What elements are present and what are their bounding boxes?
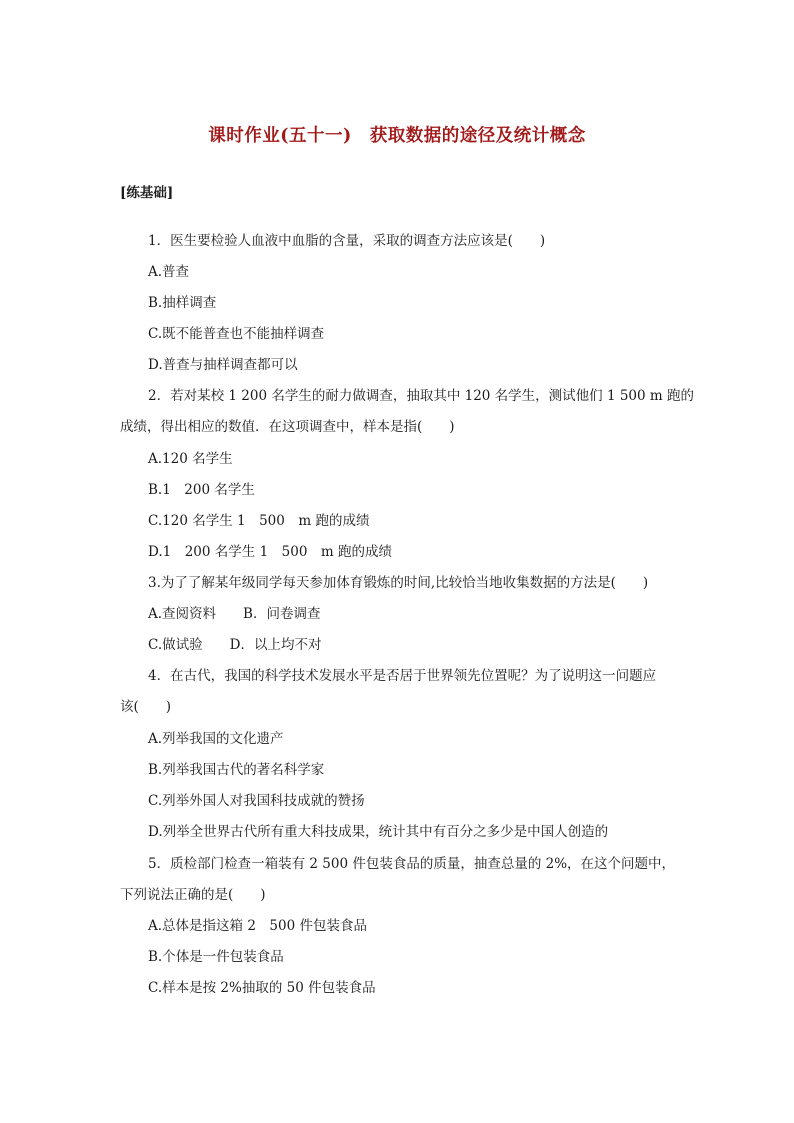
section-heading: [练基础]	[120, 185, 174, 201]
question-3-options-ab: A.查阅资料 B．问卷调查	[148, 606, 321, 622]
question-3-options-cd: C.做试验 D．以上均不对	[148, 637, 322, 653]
question-1-option-b: B.抽样调查	[148, 295, 217, 311]
question-5-option-a: A.总体是指这箱 2 500 件包装食品	[148, 918, 367, 934]
question-2-option-c: C.120 名学生 1 500 m 跑的成绩	[148, 513, 370, 529]
question-5-option-c: C.样本是按 2%抽取的 50 件包装食品	[148, 980, 376, 996]
question-4-option-c: C.列举外国人对我国科技成就的赞扬	[148, 793, 365, 809]
page-title: 课时作业(五十一) 获取数据的途径及统计概念	[208, 126, 586, 146]
question-5-stem-continued: 下列说法正确的是( )	[120, 887, 266, 903]
question-1-option-a: A.普查	[148, 264, 190, 280]
question-4-option-a: A.列举我国的文化遗产	[148, 731, 284, 747]
question-2-option-d: D.1 200 名学生 1 500 m 跑的成绩	[148, 544, 393, 560]
question-3-stem: 3.为了了解某年级同学每天参加体育锻炼的时间,比较恰当地收集数据的方法是( )	[148, 575, 649, 591]
question-4-option-b: B.列举我国古代的著名科学家	[148, 762, 325, 778]
question-1-stem: 1．医生要检验人血液中血脂的含量，采取的调查方法应该是( )	[148, 233, 546, 249]
question-4-stem-continued: 该( )	[120, 699, 172, 715]
question-5-stem: 5．质检部门检查一箱装有 2 500 件包装食品的质量，抽查总量的 2%，在这个问题中，	[148, 856, 676, 872]
question-4-option-d: D.列举全世界古代所有重大科技成果，统计其中有百分之多少是中国人创造的	[148, 824, 609, 840]
question-2-stem: 2．若对某校 1 200 名学生的耐力做调查，抽取其中 120 名学生，测试他们 1 500 m 跑的	[148, 388, 694, 404]
question-2-option-b: B.1 200 名学生	[148, 482, 255, 498]
question-1-option-c: C.既不能普查也不能抽样调查	[148, 326, 325, 342]
question-2-option-a: A.120 名学生	[148, 451, 233, 467]
question-2-stem-continued: 成绩，得出相应的数值．在这项调查中，样本是指( )	[120, 419, 455, 435]
question-4-stem: 4．在古代，我国的科学技术发展水平是否居于世界领先位置呢？为了说明这一问题应	[148, 668, 657, 684]
question-1-option-d: D.普查与抽样调查都可以	[148, 357, 298, 373]
question-5-option-b: B.个体是一件包装食品	[148, 949, 284, 965]
